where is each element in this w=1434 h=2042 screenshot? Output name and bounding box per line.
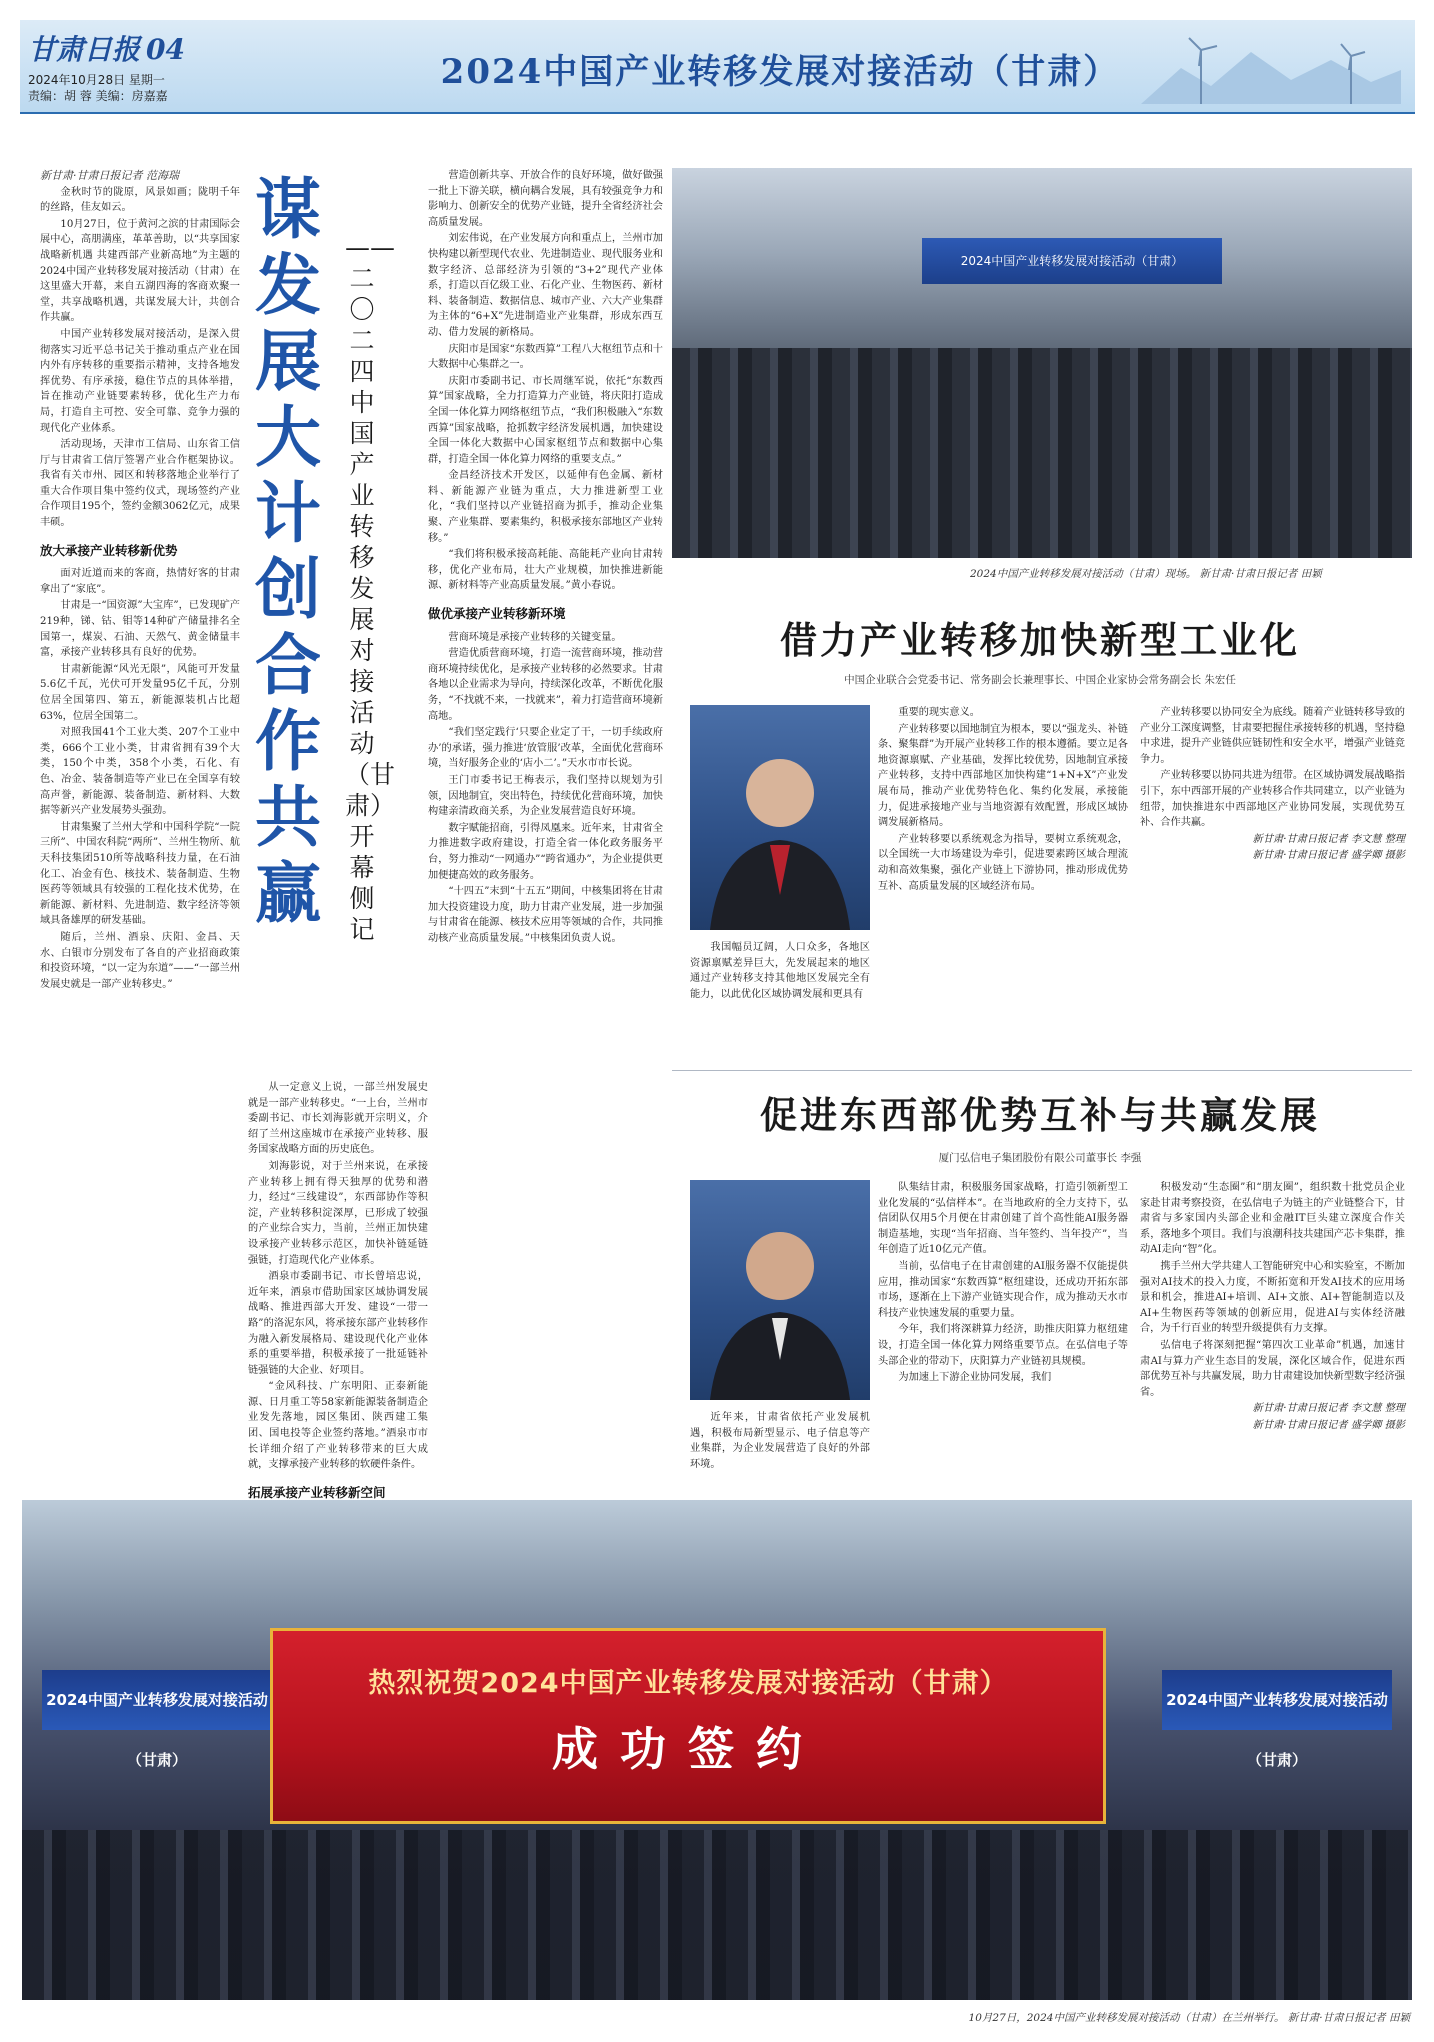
portrait-photo-li — [690, 1180, 870, 1400]
paragraph: 随后，兰州、酒泉、庆阳、金昌、天水、白银市分别发布了各自的产业招商政策和投资环境，“以一定为东道”——“一部兰州发展史就是一部产业转移史。” — [40, 931, 240, 990]
paragraph: 对照我国41个工业大类、207个工业中类，666个工业小类，甘肃省拥有39个大类，150个中类，358个小类，石化、有色、冶金、装备制造等产业已在全国享有较高声誉，新能源、装备制造、新材料、大数据等新兴产业发展势头强劲。 — [40, 727, 240, 817]
paragraph: 金昌经济技术开发区，以延伸有色金属、新材料、新能源产业链为重点，大力推进新型工业化，“我们坚持以产业链招商为抓手，推动企业集聚、产业集群、要素集约，积极承接东部地区产业转移。” — [428, 470, 663, 544]
newspaper-logo: 甘肃日报 04 — [28, 33, 185, 66]
paragraph: “我们将积极承接高耗能、高能耗产业向甘肃转移，优化产业布局，壮大产业规模，加快推进新能源、新材料等产业高质量发展。”黄小春说。 — [428, 549, 663, 592]
paragraph: 产业转移要以国地制宜为根本，要以“强龙头、补链条、聚集群”为开展产业转移工作的根本遵循。要立足各地资源禀赋、产业基础，发挥比较优势，因地制宜承接产业转移，支持中西部地区加快构建“1+N+X”产业发展布局，推动产业优势特色化、集约化发展，承接能力，促进承接地产业与当地资源有效配置，形成区域协调发展新格局。 — [878, 723, 1128, 829]
article-3-author: 厦门弘信电子集团股份有限公司董事长 李强 — [938, 1152, 1142, 1164]
photo-caption: 2024中国产业转移发展对接活动（甘肃）现场。 新甘肃·甘肃日报记者 田颖 — [970, 568, 1322, 580]
paragraph: 营造创新共享、开放合作的良好环境，做好做强一批上下游关联，横向耦合发展，具有较强竞争力和影响力、创新安全的优势产业链，提升全省经济社会高质量发展。 — [428, 170, 663, 228]
audience-rows — [672, 348, 1412, 558]
article-2-column-2 — [1140, 705, 1405, 1065]
bottom-photo-caption: 10月27日，2024中国产业转移发展对接活动（甘肃）在兰州举行。 新甘肃·甘肃日报记者 田颖 — [968, 2012, 1410, 2024]
article-3-lead — [690, 1410, 870, 1500]
paragraph: 重要的现实意义。 — [898, 707, 980, 718]
credit-line: 新甘肃·甘肃日报记者 李文慧 整理 — [1252, 1403, 1405, 1415]
paragraph: 中国产业转移发展对接活动，是深入贯彻落实习近平总书记关于推动重点产业在国内外有序转移的重要指示精神，支持各地发挥优势、有序承接，稳住节点的具体举措，旨在推动产业链要素转移，优化生产力布局，打造自主可控、安全可靠、竞争力强的现代化产业体系。 — [40, 328, 240, 434]
credit-line: 新甘肃·甘肃日报记者 李文慧 整理 — [1252, 833, 1405, 845]
paragraph: 甘肃新能源“风光无限”，风能可开发量5.6亿千瓦，光伏可开发量95亿千瓦，分别位居全国第四、第五，新能源装机占比超63%，位居全国第二。 — [40, 663, 240, 722]
conference-hall-photo — [672, 168, 1412, 558]
divider — [672, 1070, 1412, 1071]
section-title: 2024中国产业转移发展对接活动（甘肃） — [440, 52, 1120, 92]
paragraph: 10月27日，位于黄河之滨的甘肃国际会展中心，高朋满座，革革善助，以“共享国家战略新机遇 共建西部产业新高地”为主题的2024中国产业转移发展对接活动（甘肃）在这里盛大开幕，来自五湖四海的客商欢聚一堂，共享战略机遇，共谋发展大计，共创合作共赢。 — [40, 218, 240, 324]
paragraph: 携手兰州大学共建人工智能研究中心和实验室，不断加强对AI技术的投入力度，不断拓宽和开发AI技术的应用场景和机会，推进AI+培训、AI+文旅、AI+智能制造以及AI+生物医药等领域的创新应用，促进AI与实体经济融合，为千行百业的转型升级提供有力支撑。 — [1140, 1260, 1405, 1335]
masthead — [20, 20, 1415, 114]
feature-subheadline: ——二〇二四中国产业转移发展对接活动（甘肃）开幕侧记 — [345, 233, 396, 944]
credit-line: 新甘肃·甘肃日报记者 盛学卿 摄影 — [1252, 1419, 1405, 1431]
right-side-screen: 2024中国产业转移发展对接活动（甘肃） — [1162, 1670, 1392, 1730]
paragraph: 积极发动“生态圈”和“朋友圈”，组织数十批党员企业家赴甘肃考察投资，在弘信电子为链主的产业链整合下，甘肃省与多家国内头部企业和金融IT巨头建立深度合作关系，落地多个项目。我们与浪潮科技共建国产芯卡集群，推动AI走向“智”化。 — [1140, 1182, 1405, 1256]
paragraph: 我国幅员辽阔，人口众多，各地区资源禀赋差异巨大，先发展起来的地区通过产业转移支持其他地区发展完全有能力，以此优化区域协调发展和更具有 — [690, 942, 870, 1000]
banner-line-2: 成功签约 — [552, 1722, 824, 1776]
paragraph: “十四五”末到“十五五”期间，中核集团将在甘肃加大投资建设力度，助力甘肃产业发展，进一步加强与甘肃省在能源、核技术应用等领域的合作，共同推动核产业高质量发展。”中核集团负责人说。 — [428, 886, 663, 944]
wind-turbine-decoration-icon — [1141, 30, 1401, 104]
paragraph: 为加速上下游企业协同发展，我们 — [898, 1372, 1052, 1384]
article-3-headline: 促进东西部优势互补与共赢发展 — [760, 1094, 1320, 1137]
paragraph: 队集结甘肃，积极服务国家战略，打造引领新型工业化发展的“弘信样本”。在当地政府的全力支持下，弘信团队仅用5个月便在甘肃创建了首个高性能AI服务器制造基地，实现“当年招商、当年签约、当年投产”，当年创造了近10亿元产值。 — [878, 1182, 1128, 1256]
paragraph: 酒泉市委副书记、市长曾培忠说，近年来，酒泉市借助国家区域协调发展战略、推进西部大开发、建设“一带一路”的洛泥东风，将承接东部产业转移作为融入新发展格局、建设现代化产业体系的重要举措，积极承接了一批延链补链强链的大企业、好项目。 — [248, 1271, 428, 1376]
article-2-lead — [690, 940, 870, 1065]
feature-column-3 — [428, 168, 663, 1513]
feature-column-2 — [248, 1080, 428, 1510]
paragraph: 金秋时节的陇原，风景如画；陇明千年的丝路，佳友如云。 — [40, 186, 240, 214]
article-3-column-1 — [878, 1180, 1128, 1500]
article-3-column-2 — [1140, 1180, 1405, 1500]
left-side-screen: 2024中国产业转移发展对接活动（甘肃） — [42, 1670, 272, 1730]
paragraph: 今年，我们将深耕算力经济，助推庆阳算力枢纽建设，打造全国一体化算力网络重要节点。在弘信电子等头部企业的带动下，庆阳算力产业链初具规模。 — [878, 1324, 1128, 1367]
paragraph: 产业转移要以系统观念为指导，要树立系统观念，以全国统一大市场建设为牵引，促进要素跨区域合理流动和高效集聚，强化产业链上下游协同，推动形成优势互补、高质量发展的区域经济布局。 — [878, 833, 1128, 892]
paragraph: 产业转移要以协同安全为底线。随着产业链转移导致的产业分工深度调整，甘肃要把握住承接转移的机遇，坚持稳中求进，提升产业链供应链韧性和安全水平，增强产业链竞争力。 — [1140, 707, 1405, 765]
person-icon — [690, 705, 870, 930]
paragraph: 弘信电子将深刻把握“第四次工业革命”机遇，加速甘肃AI与算力产业生态目的发展，深化区域合作，促进东西部优势互补与共赢发展，助力甘肃建设加快新型数字经济强省。 — [1140, 1339, 1405, 1398]
audience-rows — [22, 1830, 1412, 2000]
paragraph: 甘肃集聚了兰州大学和中国科学院“一院三所”、中国农科院“两所”、兰州生物所、航天科技集团510所等战略科技力量，在石油化工、冶金有色、核技术、装备制造、生物医药等领域具有较强的工程化技术优势，在新能源、新材料、先进制造、数字经济等领域具备雄厚的研发基础。 — [40, 821, 240, 927]
paragraph: 王门市委书记王梅表示，我们坚持以规划为引领，因地制宜，突出特色，持续优化营商环境，加快构建亲清政商关系，为企业发展营造良好环境。 — [428, 774, 663, 818]
feature-subheading: 放大承接产业转移新优势 — [40, 542, 178, 558]
stage-banner — [270, 1628, 1106, 1824]
article-2-headline: 借力产业转移加快新型工业化 — [780, 619, 1300, 662]
person-icon — [690, 1180, 870, 1400]
feature-column-1 — [40, 168, 240, 1513]
feature-subheading: 做优承接产业转移新环境 — [428, 606, 566, 622]
paragraph: “金风科技、广东明阳、正泰新能源、日月重工等58家新能源装备制造企业发先落地，园区集团、陕西建工集团、国电投等企业签约落地。”酒泉市市长详细介绍了产业转移带来的巨大成就，支撑承接产业转移的软硬件条件。 — [248, 1381, 428, 1471]
paragraph: 营造优质营商环境，打造一流营商环境，推动营商环境持续优化，是承接产业转移的必然要求。甘肃各地以企业需求为导向，持续深化改革，不断优化服务，“不找就不来，一找就来”，着力打造营商环境新高地。 — [428, 648, 663, 722]
paragraph: 刘宏伟说，在产业发展方向和重点上，兰州市加快构建以新型现代农业、先进制造业、现代服务业和数字经济、总部经济为引领的“3+2”现代产业体系，打造以百亿级工业、石化产业、生物医药、新材料、装备制造、数据信息、城市产业、六大产业集群为主体的“6+X”先进制造业产业集群，形成东西互动、借力发展的新格局。 — [428, 233, 663, 338]
paragraph: 数字赋能招商，引得凤凰来。近年来，甘肃省全力推进数字政府建设，打造全省一体化政务服务平台，努力推动“一网通办”“跨省通办”，为企业提供更加便捷高效的政务服务。 — [428, 822, 663, 881]
portrait-photo-zhu — [690, 705, 870, 930]
credit-line: 新甘肃·甘肃日报记者 盛学卿 摄影 — [1252, 850, 1405, 862]
feature-headline: 谋发展大计 创合作共赢 — [255, 171, 321, 932]
banner-line-1: 热烈祝贺2024中国产业转移发展对接活动（甘肃） — [368, 1668, 1008, 1699]
paragraph: 从一定意义上说，一部兰州发展史就是一部产业转移史。“一上台，兰州市委副书记、市长刘海影就开宗明义，介绍了兰州这座城市在承接产业转移、服务国家战略方面的历史底色。 — [248, 1082, 428, 1156]
issue-meta: 2024年10月28日 星期一 责编：胡 蓉 美编：房嘉嘉 — [28, 73, 168, 103]
paragraph: 近年来，甘肃省依托产业发展机遇，积极布局新型显示、电子信息等产业集群，为企业发展营造了良好的外部环境。 — [690, 1412, 870, 1470]
article-2-author: 中国企业联合会党委书记、常务副会长兼理事长、中国企业家协会常务副会长 朱宏任 — [844, 674, 1236, 686]
paragraph: 面对近道而来的客商，热情好客的甘肃拿出了“家底”。 — [40, 568, 240, 595]
paragraph: 刘海影说，对于兰州来说，在承接产业转移上拥有得天独厚的优势和潜力，经过“三线建设”，东西部协作等积淀，产业转移积淀深厚，已形成了较强的产业综合实力，当前，兰州正加快建设承接产业转移示范区，加快补链延链强链，打造现代化产业体系。 — [248, 1160, 428, 1266]
paragraph: 庆阳市委副书记、市长周继军说，依托“东数西算”国家战略，全力打造算力产业链，将庆阳打造成全国一体化算力网络枢纽节点，“我们积极融入“东数西算”国家战略，抢抓数字经济发展机遇，加快建设全国一体化大数据中心国家枢纽节点和数据中心集群，打造全国一体化算力网络的重要支点。” — [428, 375, 663, 465]
feature-subheading: 拓展承接产业转移新空间 — [248, 1484, 386, 1500]
paragraph: 当前，弘信电子在甘肃创建的AI服务器不仅能提供应用，推动国家“东数西算”枢纽建设，还成功开拓东部市场，逐渐在上下游产业链实现合作，成为推动天水市科技产业快速发展的重要力量。 — [878, 1260, 1128, 1319]
paragraph: 产业转移要以协同共进为纽带。在区域协调发展战略指引下，东中西部开展的产业转移合作共同建立，以产业链为纽带，加快推进东中西部地区产业协同发展，实现优势互补、合作共赢。 — [1140, 770, 1405, 829]
paragraph: 活动现场，天津市工信局、山东省工信厅与甘肃省工信厅签署产业合作框架协议。我省有关市州、园区和转移落地企业举行了重大合作项目集中签约仪式，现场签约产业合作项目195个，签约金额3062亿元，成果丰硕。 — [40, 439, 240, 529]
paragraph: 甘肃是一“国资源”大宝库”，已发现矿产219种，锑、钴、钼等14种矿产储量排名全国第一，煤炭、石油、天然气、黄金储量丰富，承接产业转移具有良好的优势。 — [40, 600, 240, 659]
article-2-column-1 — [878, 705, 1128, 1065]
paragraph: 庆阳市是国家“东数西算”工程八大枢纽节点和十大数据中心集群之一。 — [428, 343, 663, 371]
feature-byline: 新甘肃·甘肃日报记者 范海瑞 — [40, 169, 179, 182]
paragraph: 营商环境是承接产业转移的关键变量。 — [448, 631, 622, 643]
paragraph: “我们坚定践行‘只要企业定了干，一切手续政府办’的承诺，强力推进‘放管服’改革，全面优化营商环境，当好服务企业的‘店小二’。”天水市市长说。 — [428, 727, 663, 770]
stage-screen: 2024中国产业转移发展对接活动（甘肃） — [922, 238, 1222, 284]
